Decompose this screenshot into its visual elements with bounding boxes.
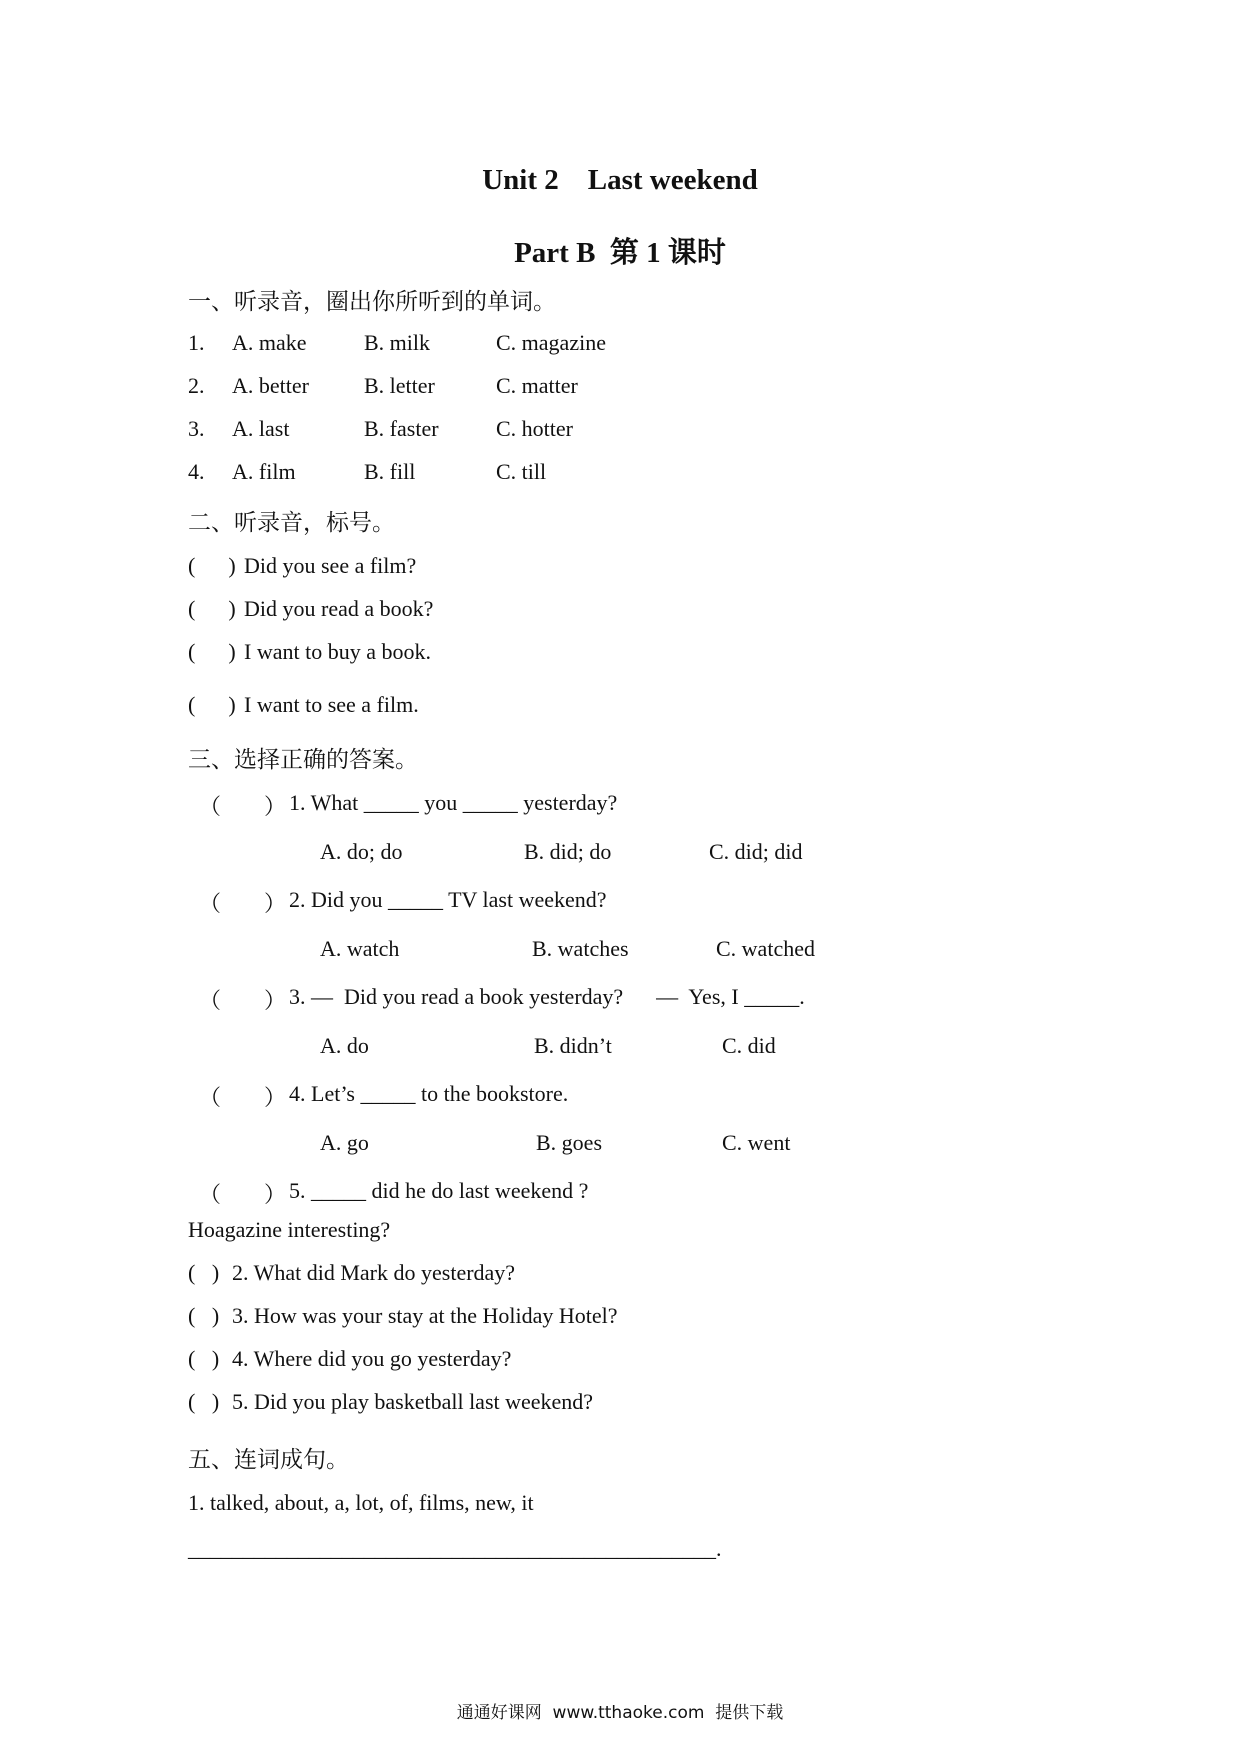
section2-heading: 二、听录音，标号。: [188, 510, 395, 536]
section3-heading: 三、选择正确的答案。: [188, 747, 418, 773]
s1-item-num: 2.: [188, 373, 205, 398]
answer-bracket-open: （: [199, 1085, 222, 1110]
s1-item-option-a: A. last: [232, 416, 290, 441]
s2-item-text: I want to buy a book.: [244, 639, 431, 664]
answer-bracket: ( ): [188, 1346, 220, 1371]
s5-item-words: 1. talked, about, a, lot, of, films, new, it: [188, 1490, 534, 1515]
s1-item-option-a: A. make: [232, 330, 307, 355]
s5-answer-line: ________________________________________________.: [188, 1536, 722, 1561]
s1-item-option-c: C. matter: [496, 373, 578, 398]
answer-bracket: ( ): [188, 596, 236, 621]
s1-item-option-b: B. faster: [364, 416, 439, 441]
page-title: Unit 2 Last weekend: [482, 164, 758, 196]
answer-bracket-close: ）: [264, 1182, 287, 1207]
s3-option-b: B. didn’t: [534, 1033, 612, 1058]
s1-item-option-b: B. fill: [364, 459, 416, 484]
s3-option-c: C. did: [722, 1033, 776, 1058]
s3-option-c: C. watched: [716, 936, 815, 961]
s3-option-a: A. do; do: [320, 839, 403, 864]
section5-heading: 五、连词成句。: [188, 1447, 349, 1473]
s1-item-num: 4.: [188, 459, 205, 484]
s3-option-b: B. did; do: [524, 839, 612, 864]
answer-bracket: ( ): [188, 692, 236, 717]
s1-item-num: 1.: [188, 330, 205, 355]
s3-option-c: C. did; did: [709, 839, 803, 864]
answer-bracket: ( ): [188, 1389, 220, 1414]
answer-bracket-open: （: [199, 1182, 222, 1207]
s4-item-text: 3. How was your stay at the Holiday Hotel?: [232, 1303, 618, 1328]
answer-bracket-open: （: [199, 891, 222, 916]
s3-option-a: A. do: [320, 1033, 369, 1058]
answer-bracket-open: （: [199, 794, 222, 819]
s1-item-option-a: A. film: [232, 459, 296, 484]
s3-option-b: B. watches: [532, 936, 629, 961]
s3-question-text: 5. _____ did he do last weekend ?: [289, 1178, 589, 1203]
s3-option-b: B. goes: [536, 1130, 602, 1155]
s3-question-text: 3. — Did you read a book yesterday? — Yes, I _____.: [289, 984, 805, 1009]
answer-bracket-close: ）: [264, 1085, 287, 1110]
s3-question-text: 1. What _____ you _____ yesterday?: [289, 790, 618, 815]
s4-item-text: 4. Where did you go yesterday?: [232, 1346, 512, 1371]
s1-item-option-c: C. magazine: [496, 330, 606, 355]
s1-item-option-b: B. milk: [364, 330, 431, 355]
s1-item-option-b: B. letter: [364, 373, 435, 398]
s3-option-a: A. watch: [320, 936, 400, 961]
s4-item-text: 5. Did you play basketball last weekend?: [232, 1389, 594, 1414]
s3-question-text: 4. Let’s _____ to the bookstore.: [289, 1081, 569, 1106]
answer-bracket: ( ): [188, 1303, 220, 1328]
answer-bracket: ( ): [188, 1260, 220, 1285]
section1-heading: 一、听录音，圈出你所听到的单词。: [188, 289, 556, 315]
s3-option-c: C. went: [722, 1130, 791, 1155]
footer-source: 通通好课网 www.tthaoke.com 提供下载: [456, 1703, 784, 1723]
s4-item-text: 2. What did Mark do yesterday?: [232, 1260, 516, 1285]
answer-bracket-open: （: [199, 988, 222, 1013]
s3-option-a: A. go: [320, 1130, 369, 1155]
s2-item-text: Did you see a film?: [244, 553, 417, 578]
s3-question-text: 2. Did you _____ TV last weekend?: [289, 887, 607, 912]
s4-fragment: Hoagazine interesting?: [188, 1217, 391, 1242]
s1-item-option-c: C. till: [496, 459, 547, 484]
s1-item-option-a: A. better: [232, 373, 309, 398]
answer-bracket: ( ): [188, 553, 236, 578]
s1-item-num: 3.: [188, 416, 205, 441]
s1-item-option-c: C. hotter: [496, 416, 573, 441]
s2-item-text: I want to see a film.: [244, 692, 419, 717]
s2-item-text: Did you read a book?: [244, 596, 434, 621]
answer-bracket-close: ）: [264, 794, 287, 819]
answer-bracket: ( ): [188, 639, 236, 664]
page-subtitle: Part B 第 1 课时: [514, 237, 726, 269]
answer-bracket-close: ）: [264, 988, 287, 1013]
answer-bracket-close: ）: [264, 891, 287, 916]
